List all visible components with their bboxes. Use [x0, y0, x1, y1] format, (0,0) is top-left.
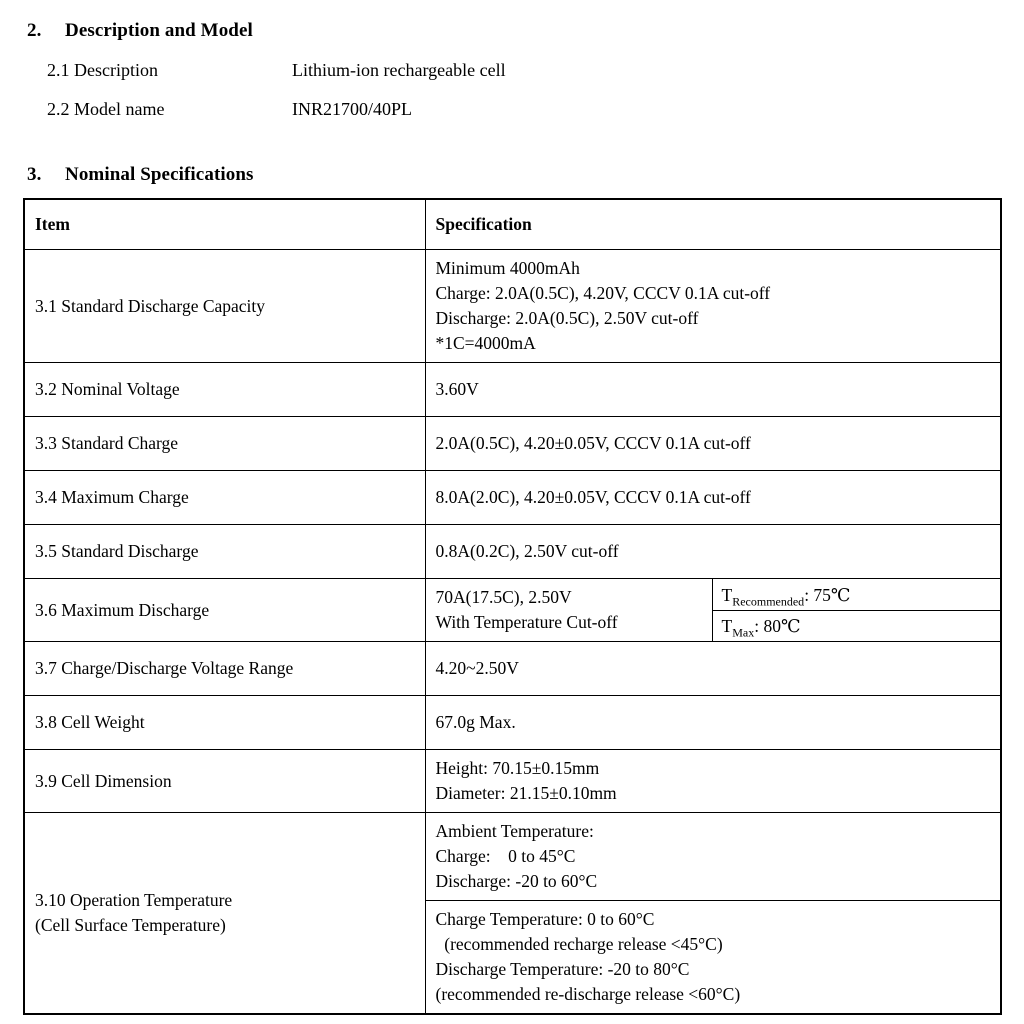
spec-line: 8.0A(2.0C), 4.20±0.05V, CCCV 0.1A cut-off: [435, 487, 751, 507]
spec-cell: [425, 471, 1001, 525]
item-label: 3.7 Charge/Discharge Voltage Range: [35, 658, 294, 678]
item-cell: [24, 642, 425, 696]
item-label-line: 3.10 Operation Temperature: [35, 890, 233, 910]
description-label: 2.1 Description: [47, 60, 158, 80]
item-cell: [24, 525, 425, 579]
item-label: 3.8 Cell Weight: [35, 712, 145, 732]
item-cell: [24, 363, 425, 417]
item-label: 3.2 Nominal Voltage: [35, 379, 180, 399]
spec-line: 3.60V: [435, 379, 479, 399]
spec-cell: [425, 363, 1001, 417]
spec-cell: [425, 813, 1001, 1015]
section-2-items: [47, 58, 1001, 122]
spec-line: *1C=4000mA: [435, 333, 536, 353]
section-3-title: Nominal Specifications: [65, 164, 254, 185]
spec-line: Minimum 4000mAh: [435, 258, 580, 278]
spec-line: 0.8A(0.2C), 2.50V cut-off: [435, 541, 619, 561]
spec-cell: [425, 250, 1001, 363]
surface-temperature-block: [426, 901, 1001, 1013]
t-max-value: [713, 611, 1001, 641]
spec-cell: [425, 525, 1001, 579]
section-2-heading: [27, 20, 1001, 42]
model-name-label: 2.2 Model name: [47, 99, 165, 119]
row-cell-weight: [24, 696, 1001, 750]
spec-line: With Temperature Cut-off: [435, 612, 618, 632]
item-label: 3.5 Standard Discharge: [35, 541, 199, 561]
section-2-title: Description and Model: [65, 20, 253, 41]
item-cell: [24, 579, 425, 642]
spec-cell: [425, 642, 1001, 696]
row-standard-discharge-capacity: [24, 250, 1001, 363]
spec-cell: [425, 579, 712, 642]
row-nominal-voltage: [24, 363, 1001, 417]
spec-cell: [425, 417, 1001, 471]
item-cell: [24, 813, 425, 1015]
model-name-row: [47, 97, 1001, 122]
row-operation-temperature: [24, 813, 1001, 1015]
temperature-limits-cell: [712, 579, 1001, 642]
item-label: 3.4 Maximum Charge: [35, 487, 189, 507]
item-label: 3.1 Standard Discharge Capacity: [35, 295, 266, 316]
ambient-temperature-block: [426, 813, 1001, 901]
item-label: 3.6 Maximum Discharge: [35, 599, 210, 620]
spec-line: Charge: 2.0A(0.5C), 4.20V, CCCV 0.1A cut-off: [435, 283, 771, 303]
spec-line: 4.20~2.50V: [435, 658, 519, 678]
t-recommended-value: [713, 580, 1001, 611]
t-recommended-subscript: Recommended: [732, 594, 805, 608]
row-maximum-discharge: [24, 579, 1001, 642]
t-recommended-symbol: T: [721, 584, 733, 605]
spec-line: Ambient Temperature:: [435, 821, 594, 841]
row-cell-dimension: [24, 750, 1001, 813]
item-cell: [24, 250, 425, 363]
description-value: Lithium-ion rechargeable cell: [292, 60, 506, 80]
model-name-value: INR21700/40PL: [292, 99, 413, 119]
item-cell: [24, 750, 425, 813]
item-cell: [24, 471, 425, 525]
spec-cell: [425, 696, 1001, 750]
spec-line: Charge Temperature: 0 to 60°C: [435, 909, 655, 929]
description-row: [47, 58, 1001, 83]
spec-line: Discharge: 2.0A(0.5C), 2.50V cut-off: [435, 308, 699, 328]
table-header-row: [24, 199, 1001, 250]
t-max-temp: : 80℃: [754, 615, 801, 636]
t-recommended-temp: : 75℃: [804, 584, 851, 605]
section-2-number: 2.: [27, 20, 42, 41]
spec-line: (recommended recharge release <45°C): [435, 934, 723, 954]
item-cell: [24, 696, 425, 750]
spec-line: 70A(17.5C), 2.50V: [435, 587, 572, 607]
item-label: 3.3 Standard Charge: [35, 433, 179, 453]
column-header-item: Item: [24, 199, 425, 250]
spec-line: Diameter: 21.15±0.10mm: [435, 783, 617, 803]
section-3-heading: [27, 164, 1001, 186]
spec-line: Discharge Temperature: -20 to 80°C: [435, 959, 690, 979]
row-standard-charge: [24, 417, 1001, 471]
spec-cell: [425, 750, 1001, 813]
t-max-symbol: T: [721, 615, 733, 636]
section-3-number: 3.: [27, 164, 42, 185]
spec-line: 2.0A(0.5C), 4.20±0.05V, CCCV 0.1A cut-off: [435, 433, 751, 453]
spec-line: 67.0g Max.: [435, 712, 516, 732]
row-maximum-charge: [24, 471, 1001, 525]
item-label: 3.9 Cell Dimension: [35, 770, 172, 791]
column-header-specification: Specification: [425, 199, 1001, 250]
spec-line: Charge: 0 to 45°C: [435, 846, 576, 866]
row-standard-discharge: [24, 525, 1001, 579]
row-charge-discharge-voltage-range: [24, 642, 1001, 696]
spec-line: (recommended re-discharge release <60°C): [435, 984, 741, 1004]
t-max-subscript: Max: [732, 625, 755, 639]
spec-line: Discharge: -20 to 60°C: [435, 871, 598, 891]
spec-line: Height: 70.15±0.15mm: [435, 758, 600, 778]
item-cell: [24, 417, 425, 471]
item-label-line: (Cell Surface Temperature): [35, 915, 226, 935]
nominal-specifications-table: [23, 198, 1002, 1015]
